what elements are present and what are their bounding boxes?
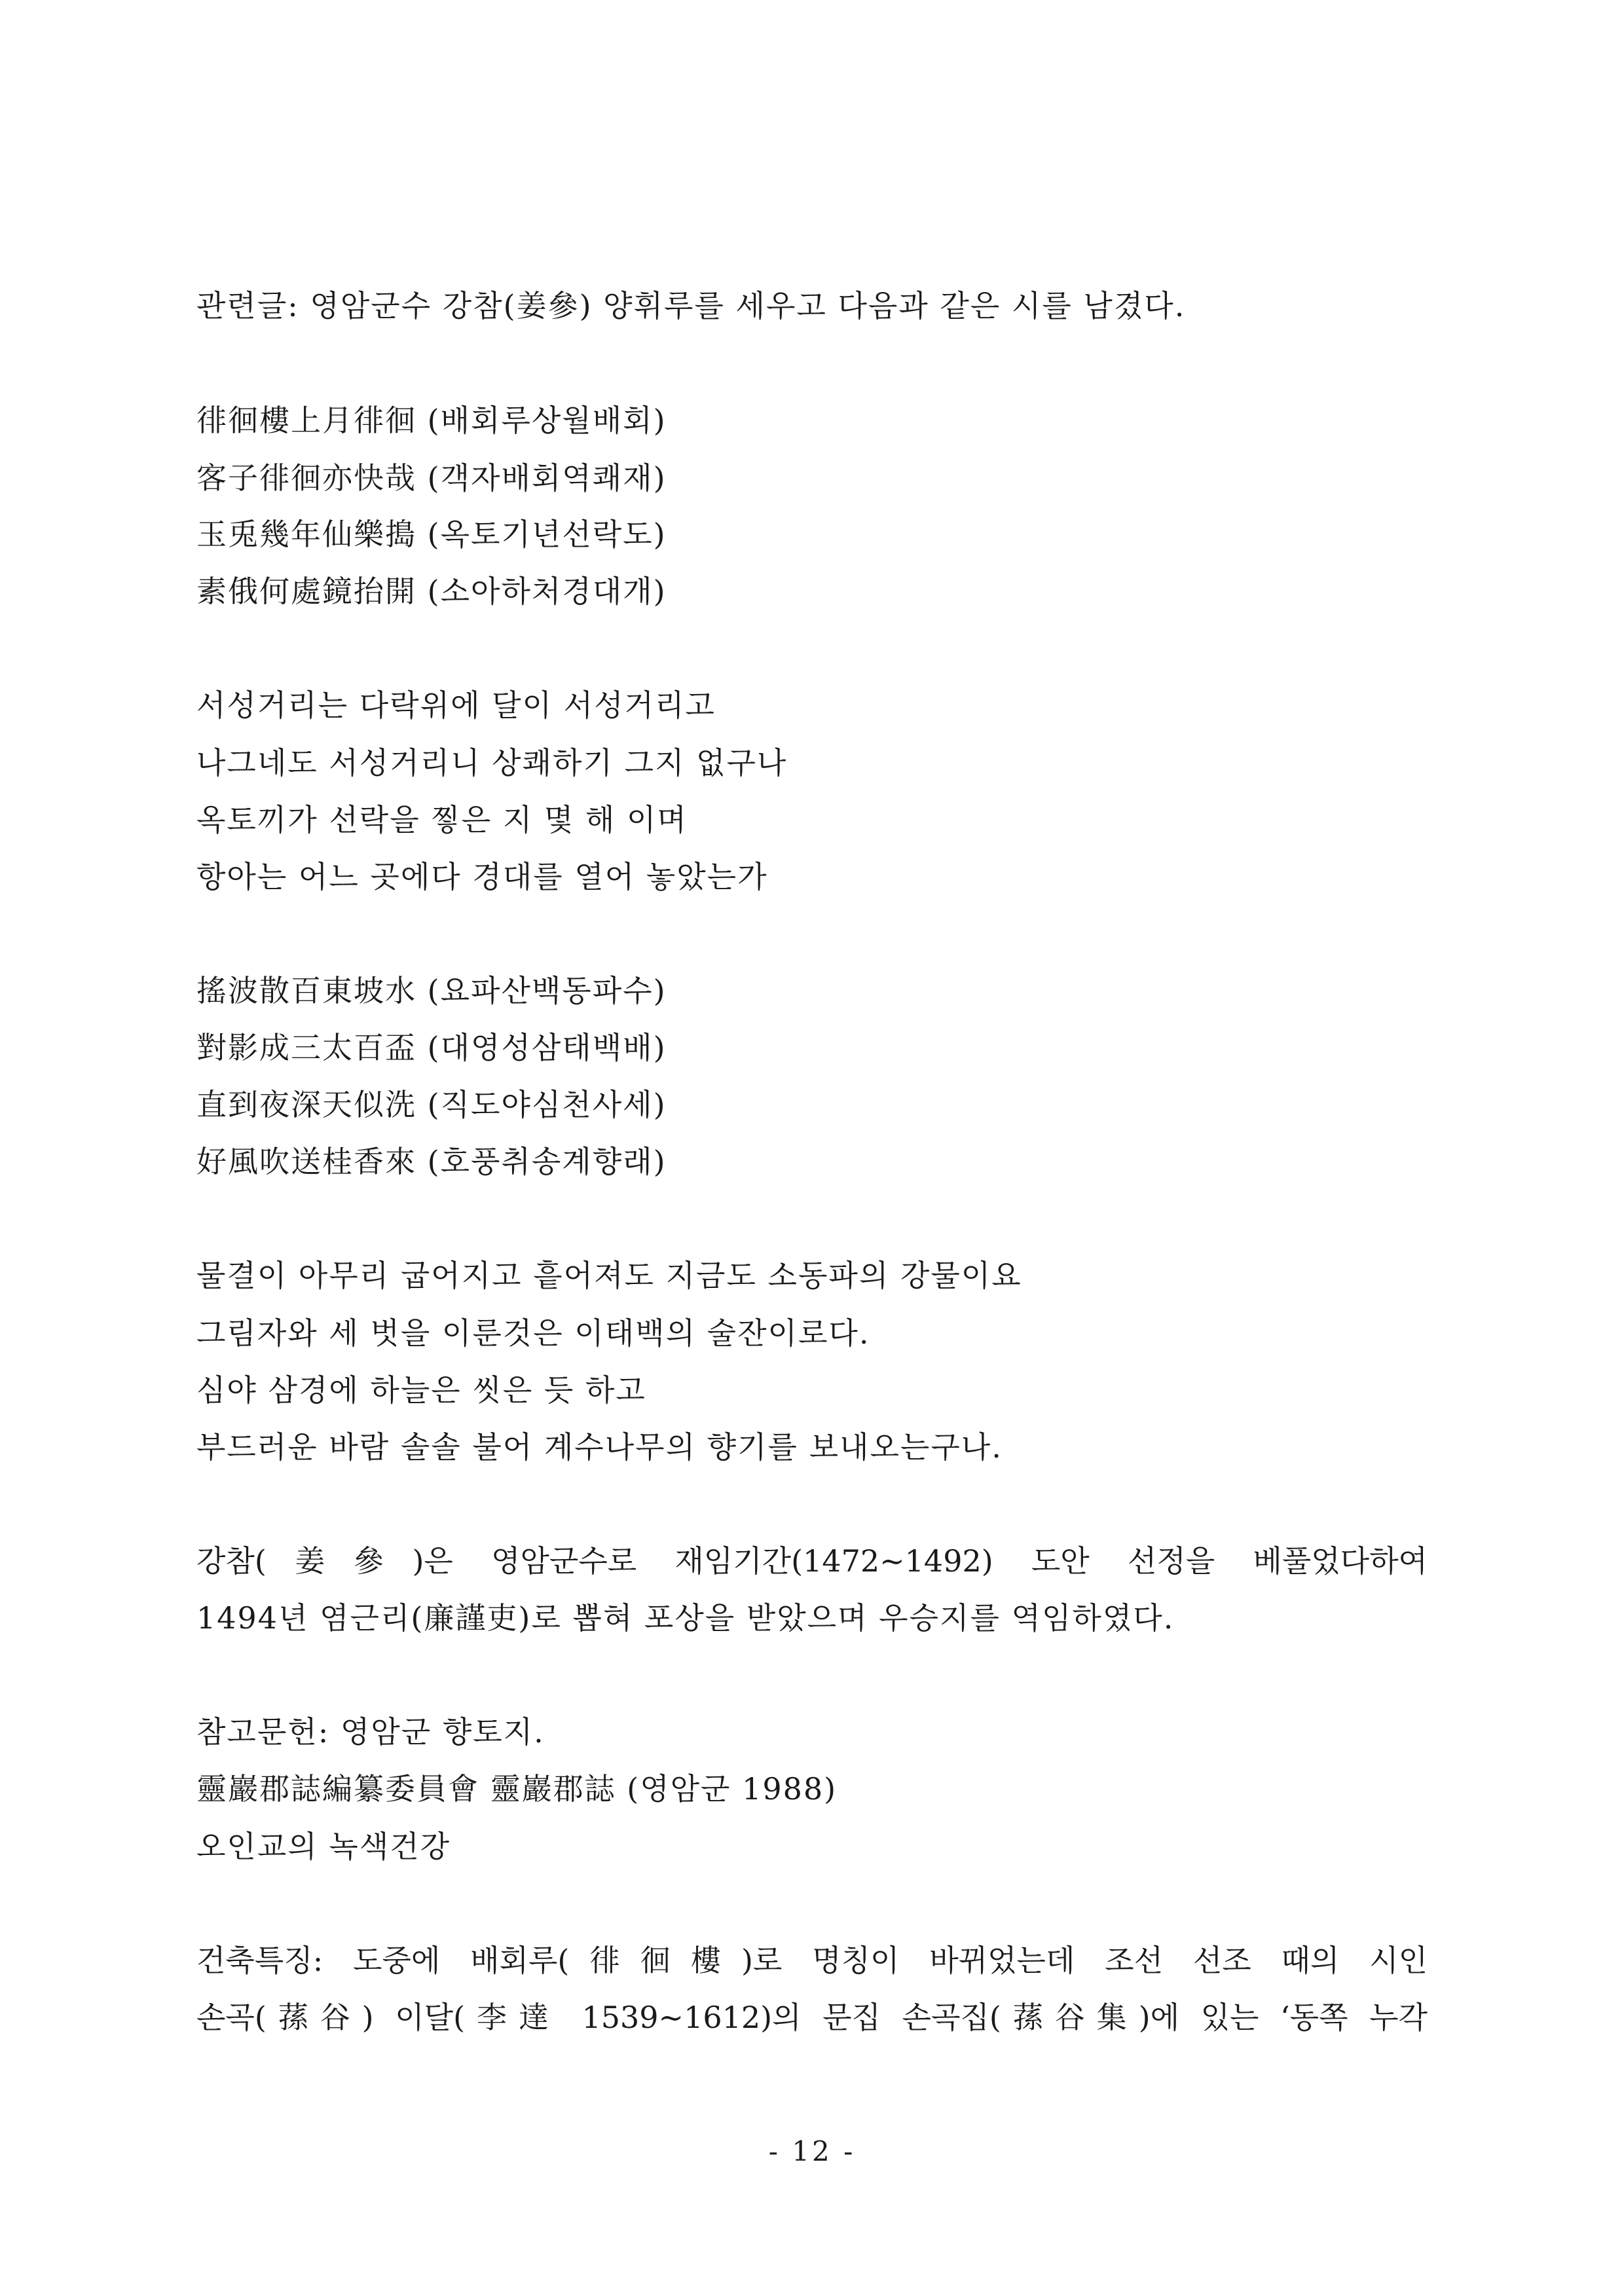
architecture-line-1: 건축특징: 도중에 배회루(徘徊樓)로 명칭이 바뀌었는데 조선 선조 때의 시인 xyxy=(196,1943,1428,1978)
poem-1-line-3: 玉兎幾年仙樂搗 (옥토기년선락도) xyxy=(196,517,667,552)
biography-line-1: 강참(姜參)은 영암군수로 재임기간(1472~1492) 도안 선정을 베풀었다하여 xyxy=(196,1543,1428,1579)
poem-1-translation-line-2: 나그네도 서성거리니 상쾌하기 그지 없구나 xyxy=(196,745,788,780)
references-line-3: 오인교의 녹색건강 xyxy=(196,1829,451,1864)
poem-2-translation-line-4: 부드러운 바람 솔솔 불어 계수나무의 향기를 보내오는구나. xyxy=(196,1429,1003,1465)
poem-1-line-4: 素俄何處鏡抬開 (소아하처경대개) xyxy=(196,574,667,609)
poem-2-translation-line-1: 물결이 아무리 굽어지고 흩어져도 지금도 소동파의 강물이요 xyxy=(196,1258,1022,1293)
poem-2-line-4: 好風吹送桂香來 (호풍취송계향래) xyxy=(196,1144,667,1179)
poem-2-line-3: 直到夜深天似洗 (직도야심천사세) xyxy=(196,1087,667,1122)
poem-1-line-2: 客子徘徊亦快哉 (객자배회역쾌재) xyxy=(196,460,667,496)
references-line-2: 靈巖郡誌編纂委員會 靈巖郡誌 (영암군 1988) xyxy=(196,1771,838,1807)
poem-1-line-1: 徘徊樓上月徘徊 (배회루상월배회) xyxy=(196,403,667,438)
poem-1-translation-line-1: 서성거리는 다락위에 달이 서성거리고 xyxy=(196,688,716,723)
poem-1-translation-line-4: 항아는 어느 곳에다 경대를 열어 놓았는가 xyxy=(196,859,768,894)
poem-2-line-2: 對影成三太百盃 (대영성삼태백배) xyxy=(196,1030,667,1065)
poem-2-line-1: 搖波散百東坡水 (요파산백동파수) xyxy=(196,973,667,1008)
poem-1-translation-line-3: 옥토끼가 선락을 찧은 지 몇 해 이며 xyxy=(196,802,688,837)
references-line-1: 참고문헌: 영암군 향토지. xyxy=(196,1714,545,1750)
poem-2-translation-line-2: 그림자와 세 벗을 이룬것은 이태백의 술잔이로다. xyxy=(196,1315,870,1351)
architecture-line-2: 손곡(蓀谷) 이달(李達 1539~1612)의 문집 손곡집(蓀谷集)에 있는 ‘동쪽 누각 xyxy=(196,2000,1428,2035)
poem-2-translation-line-3: 심야 삼경에 하늘은 씻은 듯 하고 xyxy=(196,1372,646,1408)
page-number: - 12 - xyxy=(768,2135,856,2167)
biography-line-2: 1494년 염근리(廉謹吏)로 뽑혀 포상을 받았으며 우승지를 역임하였다. xyxy=(196,1600,1175,1636)
intro-paragraph: 관련글: 영암군수 강참(姜參) 양휘루를 세우고 다음과 같은 시를 남겼다. xyxy=(196,288,1186,323)
